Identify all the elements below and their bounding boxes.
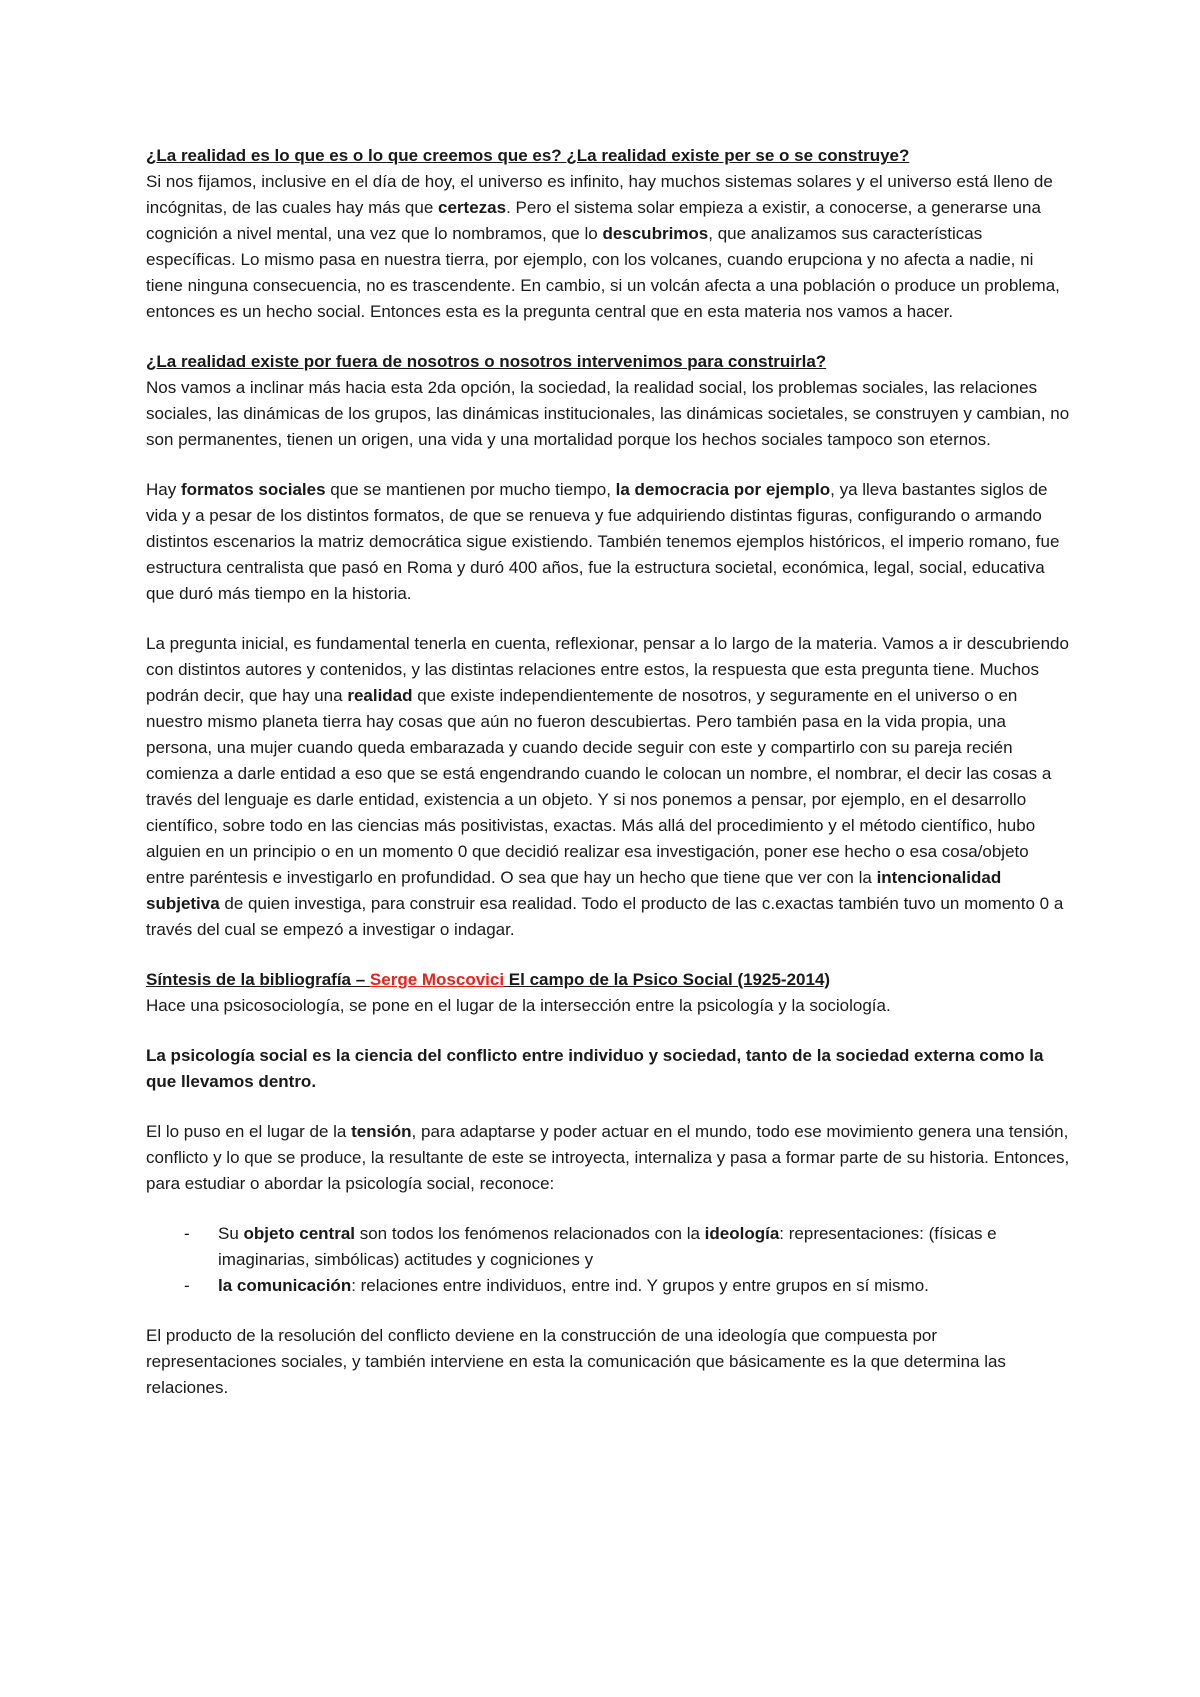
text-run: , ya lleva bastantes siglos de vida y a pesar de los distintos formatos, de que se renueva y fue adquiriendo distintas figuras, configurando o armando distintos escenarios la matriz democrática sigue existiendo. También tenemos ejemplos históricos, el imperio romano, fue estructura centralista que pasó en Roma y duró 400 años, fue la estructura societal, económica, legal, social, educativa que duró más tiempo en la historia. <box>146 480 1060 603</box>
text-run: de quien investiga, para construir esa realidad. Todo el producto de las c.exactas también tuvo un momento 0 a través del cual se empezó a investigar o indagar. <box>146 894 1064 939</box>
text-run: son todos los fenómenos relacionados con la <box>355 1224 705 1243</box>
bold-term: intencionalidad subjetiva <box>146 868 1002 913</box>
bold-term: realidad <box>347 686 413 705</box>
text-run: que existe independientemente de nosotros, y seguramente en el universo o en nuestro mismo planeta tierra hay cosas que aún no fueron descubiertas. Pero también pasa en la vida propia, una persona, una mujer cuando queda embarazada y cuando decide seguir con este y compartirlo con su pareja recién comienza a darle entidad a eso que se está engendrando cuando le colocan un nombre, el nombrar, el decir las cosas a través del lenguaje es darle entidad, existencia a un objeto. Y si nos ponemos a pensar, por ejemplo, en el desarrollo científico, sobre todo en las ciencias más positivistas, exactas. Más allá del procedimiento y el método científico, hubo alguien en un principio o en un momento 0 que decidió realizar esa investigación, poner ese hecho o esa cosa/objeto entre paréntesis e investigarlo en profundidad. O sea que hay un hecho que tiene que ver con la <box>146 686 1052 887</box>
paragraph-tension <box>146 1119 1070 1197</box>
paragraph-social-reality: Nos vamos a inclinar más hacia esta 2da opción, la sociedad, la realidad social, los problemas sociales, las relaciones sociales, las dinámicas de los grupos, las dinámicas institucionales, las dinámicas societales, se construyen y cambian, no son permanentes, tienen un origen, una vida y una mortalidad porque los hechos sociales tampoco son eternos. <box>146 378 1070 449</box>
paragraph-social-formats <box>146 477 1070 607</box>
author-name: Serge Moscovici <box>369 970 505 989</box>
bold-term: la comunicación <box>218 1276 352 1295</box>
bold-term: descubrimos <box>602 224 709 243</box>
bold-term: objeto central <box>243 1224 355 1243</box>
text-run: La pregunta inicial, es fundamental tenerla en cuenta, reflexionar, pensar a lo largo de la materia. Vamos a ir descubriendo con distintos autores y contenidos, y las distintas relaciones entre estos, la respuesta que esta pregunta tiene. Muchos podrán decir, que hay una <box>146 634 1069 705</box>
heading-text: El campo de la Psico Social (1925-2014) <box>504 970 831 989</box>
text-run: : representaciones: (físicas e imaginarias, simbólicas) actitudes y cogniciones y <box>218 1224 997 1269</box>
bold-term: la democracia por ejemplo <box>615 480 831 499</box>
section-heading-2 <box>146 349 1070 375</box>
text-run: Su <box>218 1224 244 1243</box>
text-run: . Pero el sistema solar empieza a existir, a conocerse, a generarse una cognición a nivel mental, una vez que lo nombramos, que lo <box>146 198 1041 243</box>
section-heading-1 <box>146 143 1070 169</box>
paragraph-initial-question <box>146 631 1070 943</box>
bold-term: tensión <box>351 1122 412 1141</box>
text-run: , para adaptarse y poder actuar en el mundo, todo ese movimiento genera una tensión, conflicto y lo que se produce, la resultante de este se introyecta, internaliza y pasa a formar parte de su historia. Entonces, para estudiar o abordar la psicología social, reconoce: <box>146 1122 1070 1193</box>
list-item <box>146 1273 1070 1299</box>
text-run: , que analizamos sus características específicas. Lo mismo pasa en nuestra tierra, por ejemplo, con los volcanes, cuando erupciona y no afecta a nadie, ni tiene ninguna consecuencia, no es trascendente. En cambio, si un volcán afecta a una población o produce un problema, entonces es un hecho social. Entonces esta es la pregunta central que en esta materia nos vamos a hacer. <box>146 224 1060 321</box>
bold-term: certezas <box>438 198 507 217</box>
paragraph-psychosociology: Hace una psicosociología, se pone en el lugar de la intersección entre la psicología y la sociología. <box>146 996 891 1015</box>
paragraph-universe <box>146 169 1070 325</box>
bold-definition: La psicología social es la ciencia del conflicto entre individuo y sociedad, tanto de la sociedad externa como la que llevamos dentro. <box>146 1046 1044 1091</box>
list-item <box>146 1221 1070 1273</box>
text-run: : relaciones entre individuos, entre ind. Y grupos y entre grupos en sí mismo. <box>351 1276 929 1295</box>
dash-marker: - <box>184 1224 190 1243</box>
paragraph-definition <box>146 1043 1070 1095</box>
bold-term: ideología <box>704 1224 780 1243</box>
text-run: Si nos fijamos, inclusive en el día de hoy, el universo es infinito, hay muchos sistemas solares y el universo está lleno de incógnitas, de las cuales hay más que <box>146 172 1053 217</box>
paragraph-conclusion: El producto de la resolución del conflicto deviene en la construcción de una ideología que compuesta por representaciones sociales, y también interviene en esta la comunicación que básicamente es la que determina las relaciones. <box>146 1326 1006 1397</box>
text-run: Hay <box>146 480 181 499</box>
section-heading-3 <box>146 967 1070 993</box>
bullet-list <box>146 1221 1070 1299</box>
heading-text: ¿La realidad es lo que es o lo que creemos que es? ¿La realidad existe per se o se construye? <box>146 146 910 165</box>
heading-text: Síntesis de la bibliografía – <box>146 970 370 989</box>
dash-marker: - <box>184 1276 190 1295</box>
bold-term: formatos sociales <box>180 480 326 499</box>
text-run: El lo puso en el lugar de la <box>146 1122 352 1141</box>
heading-text: ¿La realidad existe por fuera de nosotros o nosotros intervenimos para construirla? <box>146 352 827 371</box>
text-run: que se mantienen por mucho tiempo, <box>325 480 616 499</box>
